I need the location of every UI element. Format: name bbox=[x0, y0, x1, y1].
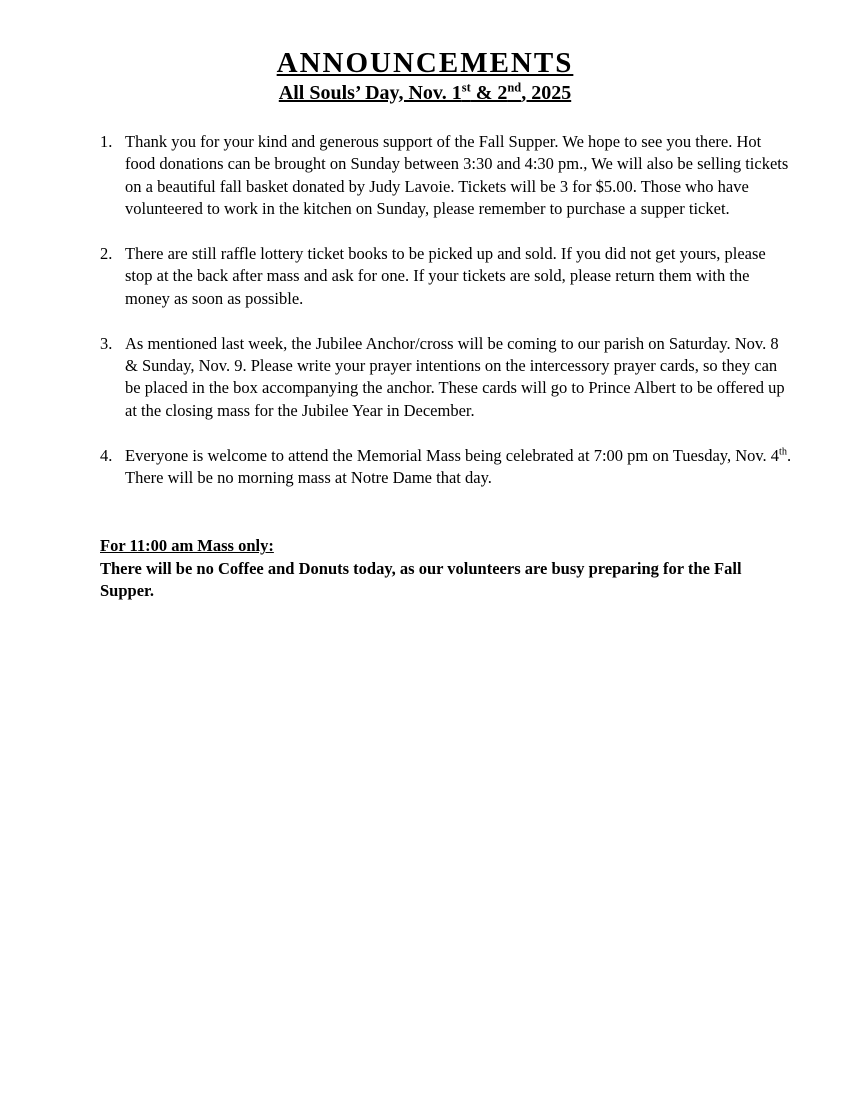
subtitle-part: , 2025 bbox=[521, 81, 572, 104]
item-number: 1. bbox=[100, 131, 113, 151]
document-subtitle bbox=[0, 82, 850, 105]
announcements-list bbox=[100, 131, 794, 489]
mass-notice-heading: For 11:00 am Mass only: bbox=[100, 536, 274, 556]
item-number: 3. bbox=[100, 333, 113, 353]
item-number: 2. bbox=[100, 243, 113, 263]
announcement-item bbox=[100, 243, 794, 310]
mass-notice-section bbox=[100, 535, 794, 602]
announcement-item bbox=[100, 445, 794, 490]
item-text: Thank you for your kind and generous support of the Fall Supper. We hope to see you there. Hot food donations can be brought on Sunday between 3:30 and 4:30 pm., We will also be selling tickets on a beautiful fall basket donated by Judy Lavoie. Tickets will be 3 for $5.00. Those who have volunteered to work in the kitchen on Sunday, please remember to purchase a supper ticket. bbox=[125, 131, 789, 219]
subtitle-text bbox=[279, 82, 571, 104]
item-text: There are still raffle lottery ticket books to be picked up and sold. If you did not get yours, please stop at the back after mass and ask for one. If your tickets are sold, please return them with the money as soon as possible. bbox=[125, 243, 766, 308]
item-number: 4. bbox=[100, 445, 113, 465]
item-text: Everyone is welcome to attend the Memorial Mass being celebrated at 7:00 pm on Tuesday, Nov. 4th. There will be no morning mass at Notre Dame that day. bbox=[125, 445, 792, 487]
mass-notice-text: There will be no Coffee and Donuts today, as our volunteers are busy preparing for the Fall Supper. bbox=[100, 558, 742, 601]
subtitle-superscript: nd bbox=[507, 80, 522, 95]
subtitle-superscript: st bbox=[461, 80, 471, 95]
announcement-item bbox=[100, 333, 794, 423]
subtitle-part: All Souls’ Day, Nov. 1 bbox=[278, 81, 462, 104]
item-text: As mentioned last week, the Jubilee Anchor/cross will be coming to our parish on Saturday. Nov. 8 & Sunday, Nov. 9. Please write your prayer intentions on the intercessory prayer cards, so they can be placed in the box accompanying the anchor. These cards will go to Prince Albert to be offered up at the closing mass for the Jubilee Year in December. bbox=[125, 333, 785, 420]
document-body bbox=[100, 131, 794, 603]
document-header bbox=[0, 48, 850, 105]
announcement-item bbox=[100, 131, 794, 221]
subtitle-part: & 2 bbox=[470, 81, 508, 104]
document-title: ANNOUNCEMENTS bbox=[276, 47, 574, 79]
